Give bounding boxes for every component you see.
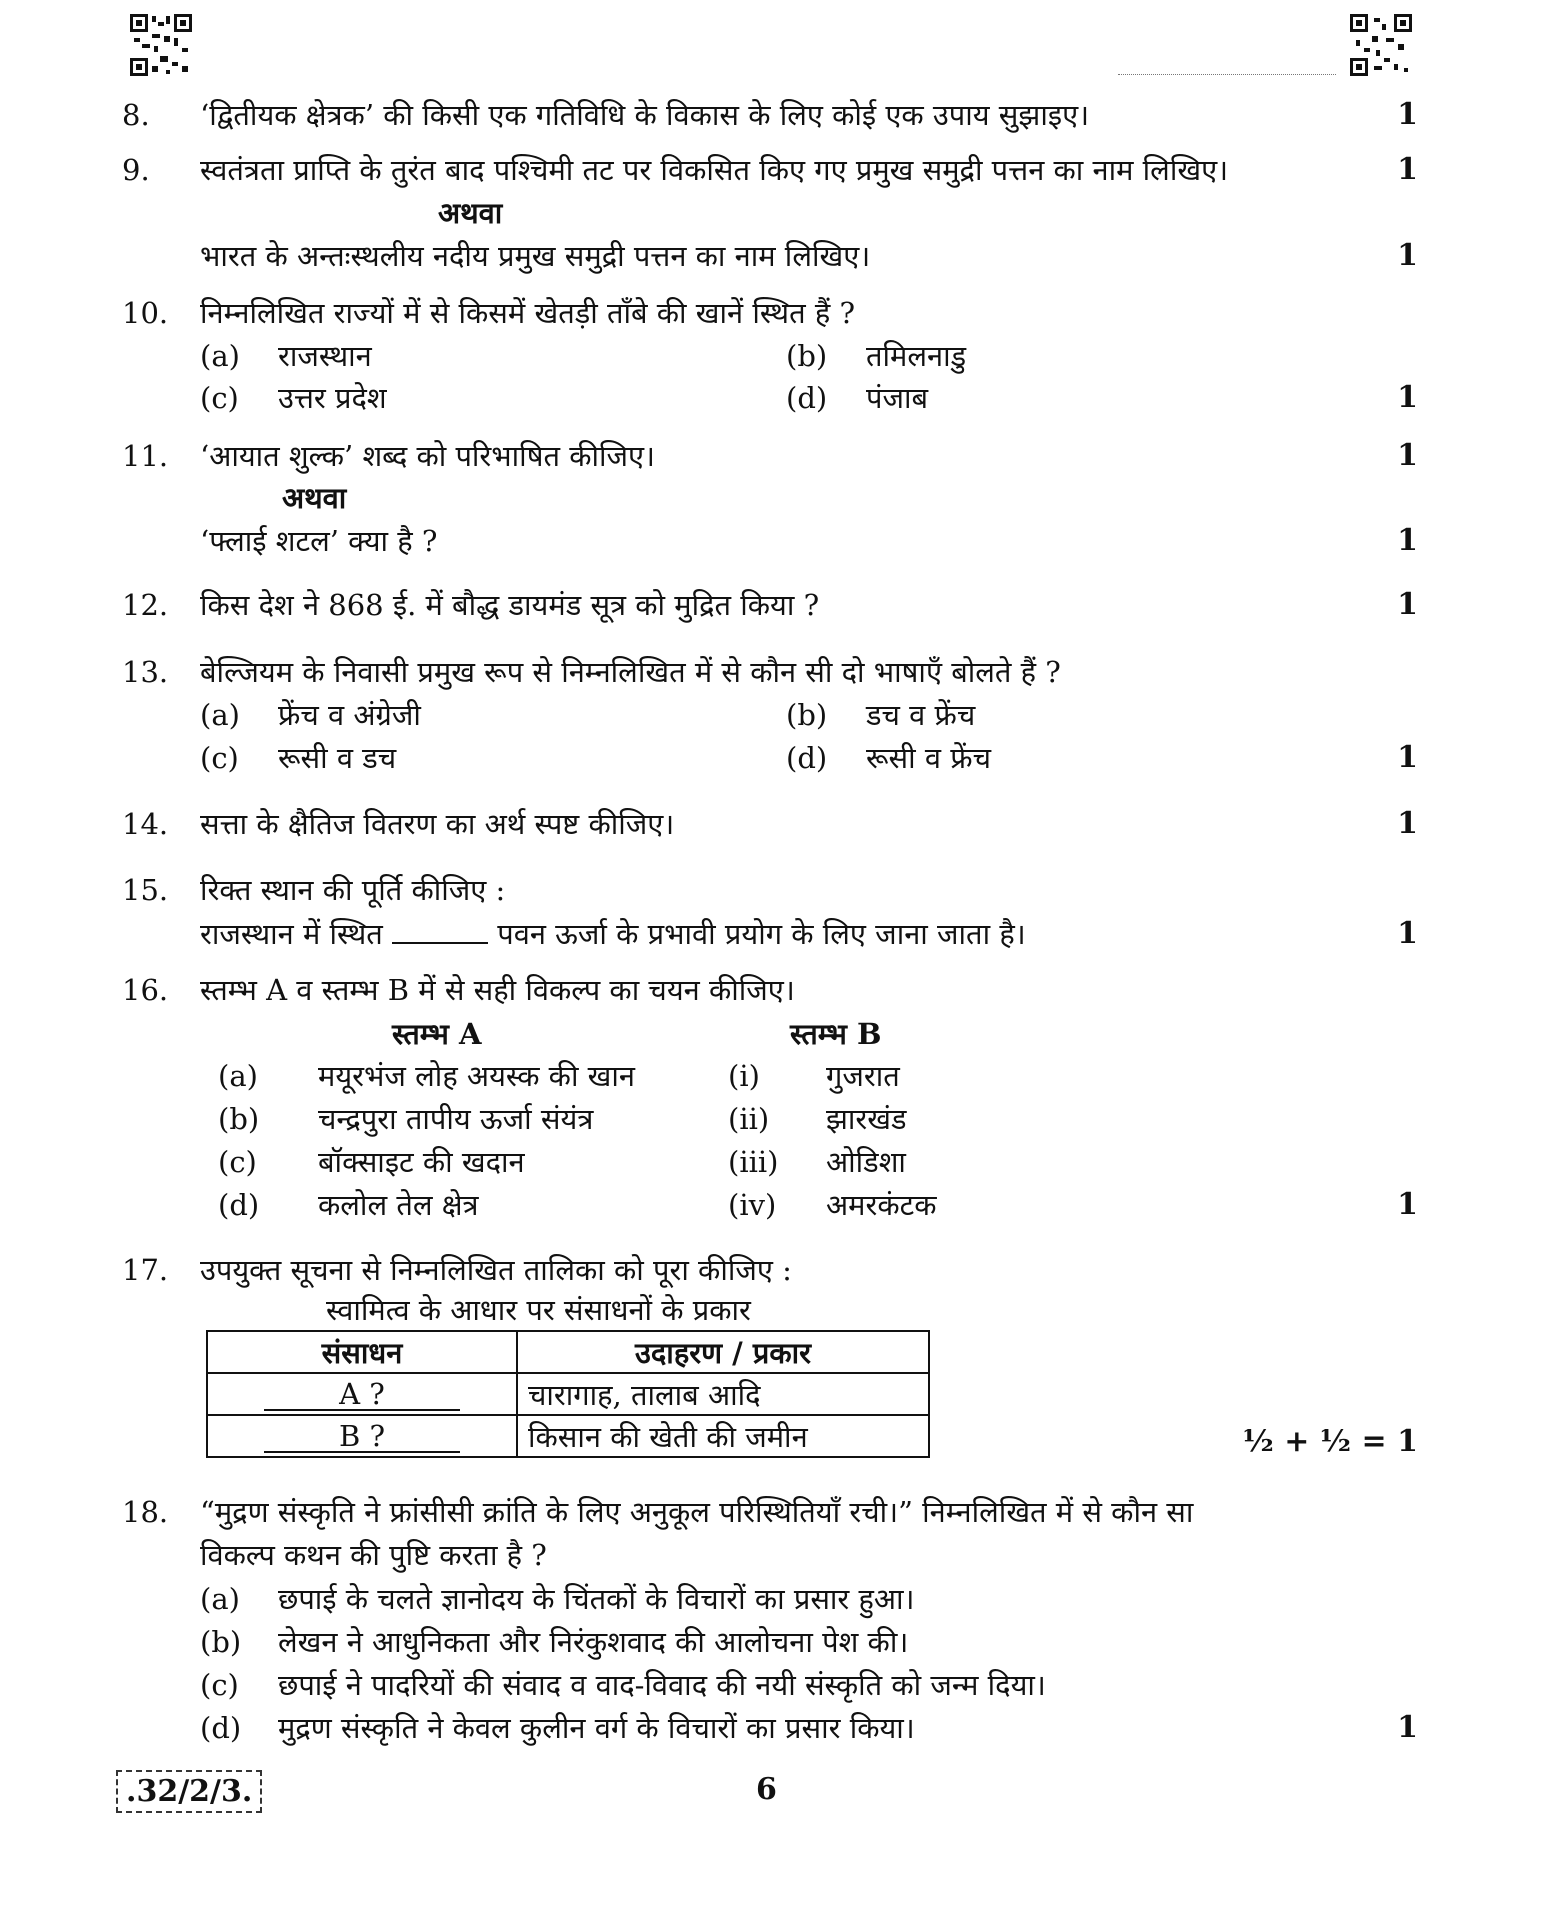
q15-line2-end: पवन ऊर्जा के प्रभावी प्रयोग के लिए जाना जाता है। (497, 917, 1026, 951)
q15-number: 15. (122, 873, 169, 907)
table-row (207, 1373, 929, 1415)
q11-or-label: अथवा (282, 481, 347, 515)
q16-number: 16. (122, 973, 169, 1007)
table-cell (207, 1373, 517, 1415)
q10-option-label: (b) (786, 339, 828, 373)
q17-number: 17. (122, 1253, 169, 1287)
q16-column-a-item: बॉक्साइट की खदान (318, 1145, 525, 1179)
q12-marks: 1 (1397, 587, 1418, 622)
q11-number: 11. (122, 439, 169, 473)
q8-text: ‘द्वितीयक क्षेत्रक’ की किसी एक गतिविधि के विकास के लिए कोई एक उपाय सुझाइए। (200, 98, 1090, 132)
q11-alt-marks: 1 (1397, 523, 1418, 558)
q13-option-label: (b) (786, 698, 828, 732)
q8-marks: 1 (1397, 97, 1418, 132)
q15-marks: 1 (1397, 916, 1418, 951)
header-dotted-rule (1118, 74, 1336, 75)
q18-marks: 1 (1397, 1710, 1418, 1745)
q16-column-a-item: कलोल तेल क्षेत्र (318, 1188, 479, 1222)
q16-row-numeral: (i) (728, 1059, 760, 1093)
q12-number: 12. (122, 588, 169, 622)
q18-text-line1: “मुद्रण संस्कृति ने फ्रांसीसी क्रांति के लिए अनुकूल परिस्थितियाँ रची।” निम्नलिखित में से कौन सा (200, 1495, 1194, 1529)
q13-number: 13. (122, 655, 169, 689)
q14-marks: 1 (1397, 806, 1418, 841)
q9-alt-text: भारत के अन्तःस्थलीय नदीय प्रमुख समुद्री पत्तन का नाम लिखिए। (200, 239, 871, 273)
table-cell (207, 1415, 517, 1457)
q16-row-label: (a) (218, 1059, 258, 1093)
q16-column-b-item: झारखंड (826, 1102, 907, 1136)
q10-option-text: पंजाब (866, 381, 929, 415)
q10-option-text: तमिलनाडु (866, 339, 967, 373)
table-row (207, 1415, 929, 1457)
qr-code-right (1350, 14, 1412, 76)
qr-code-left (130, 14, 192, 76)
q16-column-a-heading: स्तम्भ A (392, 1017, 482, 1051)
q16-row-label: (c) (218, 1145, 257, 1179)
answer-blank: B ? (264, 1421, 460, 1453)
q16-row-label: (b) (218, 1102, 260, 1136)
q18-option-text: मुद्रण संस्कृति ने केवल कुलीन वर्ग के विचारों का प्रसार किया। (278, 1711, 915, 1745)
q17-text: उपयुक्त सूचना से निम्नलिखित तालिका को पूरा कीजिए : (200, 1253, 792, 1287)
q16-column-b-item: गुजरात (826, 1059, 900, 1093)
q13-option-text: रूसी व डच (278, 741, 397, 775)
q15-text: रिक्त स्थान की पूर्ति कीजिए : (200, 873, 506, 907)
q18-option-text: छपाई ने पादरियों की संवाद व वाद-विवाद की नयी संस्कृति को जन्म दिया। (278, 1668, 1046, 1702)
q9-marks: 1 (1397, 152, 1418, 187)
q16-column-a-item: मयूरभंज लोह अयस्क की खान (318, 1059, 636, 1093)
q18-option-text: लेखन ने आधुनिकता और निरंकुशवाद की आलोचना पेश की। (278, 1625, 909, 1659)
q10-option-label: (a) (200, 339, 240, 373)
q18-text-line2: विकल्प कथन की पुष्टि करता है ? (200, 1538, 547, 1572)
q16-column-a-item: चन्द्रपुरा तापीय ऊर्जा संयंत्र (318, 1102, 594, 1136)
q10-number: 10. (122, 296, 169, 330)
q15-line2-start: राजस्थान में स्थित (200, 917, 383, 951)
q16-row-numeral: (ii) (728, 1102, 770, 1136)
q18-option-label: (d) (200, 1711, 242, 1745)
q18-option-label: (c) (200, 1668, 239, 1702)
q12-text: किस देश ने 868 ई. में बौद्ध डायमंड सूत्र को मुद्रित किया ? (200, 588, 820, 622)
q11-alt-text: ‘फ्लाई शटल’ क्या है ? (200, 524, 438, 558)
q16-row-label: (d) (218, 1188, 260, 1222)
q9-number: 9. (122, 153, 150, 187)
q9-text: स्वतंत्रता प्राप्ति के तुरंत बाद पश्चिमी तट पर विकसित किए गए प्रमुख समुद्री पत्तन का नाम लिखिए। (200, 153, 1229, 187)
q15-line2 (200, 916, 1026, 952)
q9-alt-marks: 1 (1397, 238, 1418, 273)
q9-or-label: अथवा (438, 196, 503, 230)
q13-marks: 1 (1397, 740, 1418, 775)
q18-option-text: छपाई के चलते ज्ञानोदय के चिंतकों के विचारों का प्रसार हुआ। (278, 1582, 915, 1616)
q16-marks: 1 (1397, 1187, 1418, 1222)
table-header: उदाहरण / प्रकार (517, 1331, 929, 1373)
page-number: 6 (756, 1772, 777, 1807)
table-header: संसाधन (207, 1331, 517, 1373)
q11-marks: 1 (1397, 438, 1418, 473)
q10-text: निम्नलिखित राज्यों में से किसमें खेतड़ी ताँबे की खानें स्थित हैं ? (200, 296, 855, 330)
q17-table-caption: स्वामित्व के आधार पर संसाधनों के प्रकार (326, 1293, 751, 1327)
q11-text: ‘आयात शुल्क’ शब्द को परिभाषित कीजिए। (200, 439, 656, 473)
q10-option-label: (c) (200, 381, 239, 415)
q10-option-text: राजस्थान (278, 339, 372, 373)
answer-blank: A ? (264, 1379, 460, 1411)
q16-column-b-item: ओडिशा (826, 1145, 906, 1179)
q16-column-b-item: अमरकंटक (826, 1188, 937, 1222)
q8-number: 8. (122, 98, 150, 132)
q13-option-text: रूसी व फ्रेंच (866, 741, 991, 775)
q10-option-text: उत्तर प्रदेश (278, 381, 387, 415)
q16-column-b-heading: स्तम्भ B (790, 1017, 882, 1051)
q18-option-label: (b) (200, 1625, 242, 1659)
paper-code: .32/2/3. (116, 1770, 262, 1813)
table-cell: चारागाह, तालाब आदि (517, 1373, 929, 1415)
q13-option-text: डच व फ्रेंच (866, 698, 976, 732)
q10-marks: 1 (1397, 380, 1418, 415)
table-cell: किसान की खेती की जमीन (517, 1415, 929, 1457)
q17-resource-table (206, 1330, 930, 1458)
q16-row-numeral: (iii) (728, 1145, 779, 1179)
q17-marks: ½ + ½ = 1 (1242, 1424, 1418, 1459)
q14-number: 14. (122, 807, 169, 841)
q13-option-text: फ्रेंच व अंग्रेजी (278, 698, 421, 732)
q16-row-numeral: (iv) (728, 1188, 777, 1222)
q13-option-label: (d) (786, 741, 828, 775)
table-header-row (207, 1331, 929, 1373)
q16-text: स्तम्भ A व स्तम्भ B में से सही विकल्प का चयन कीजिए। (200, 973, 795, 1007)
q15-fill-blank (392, 916, 488, 944)
q18-number: 18. (122, 1495, 169, 1529)
q18-option-label: (a) (200, 1582, 240, 1616)
q10-option-label: (d) (786, 381, 828, 415)
q14-text: सत्ता के क्षैतिज वितरण का अर्थ स्पष्ट कीजिए। (200, 807, 675, 841)
q13-option-label: (c) (200, 741, 239, 775)
q13-option-label: (a) (200, 698, 240, 732)
q13-text: बेल्जियम के निवासी प्रमुख रूप से निम्नलिखित में से कौन सी दो भाषाएँ बोलते हैं ? (200, 655, 1061, 689)
